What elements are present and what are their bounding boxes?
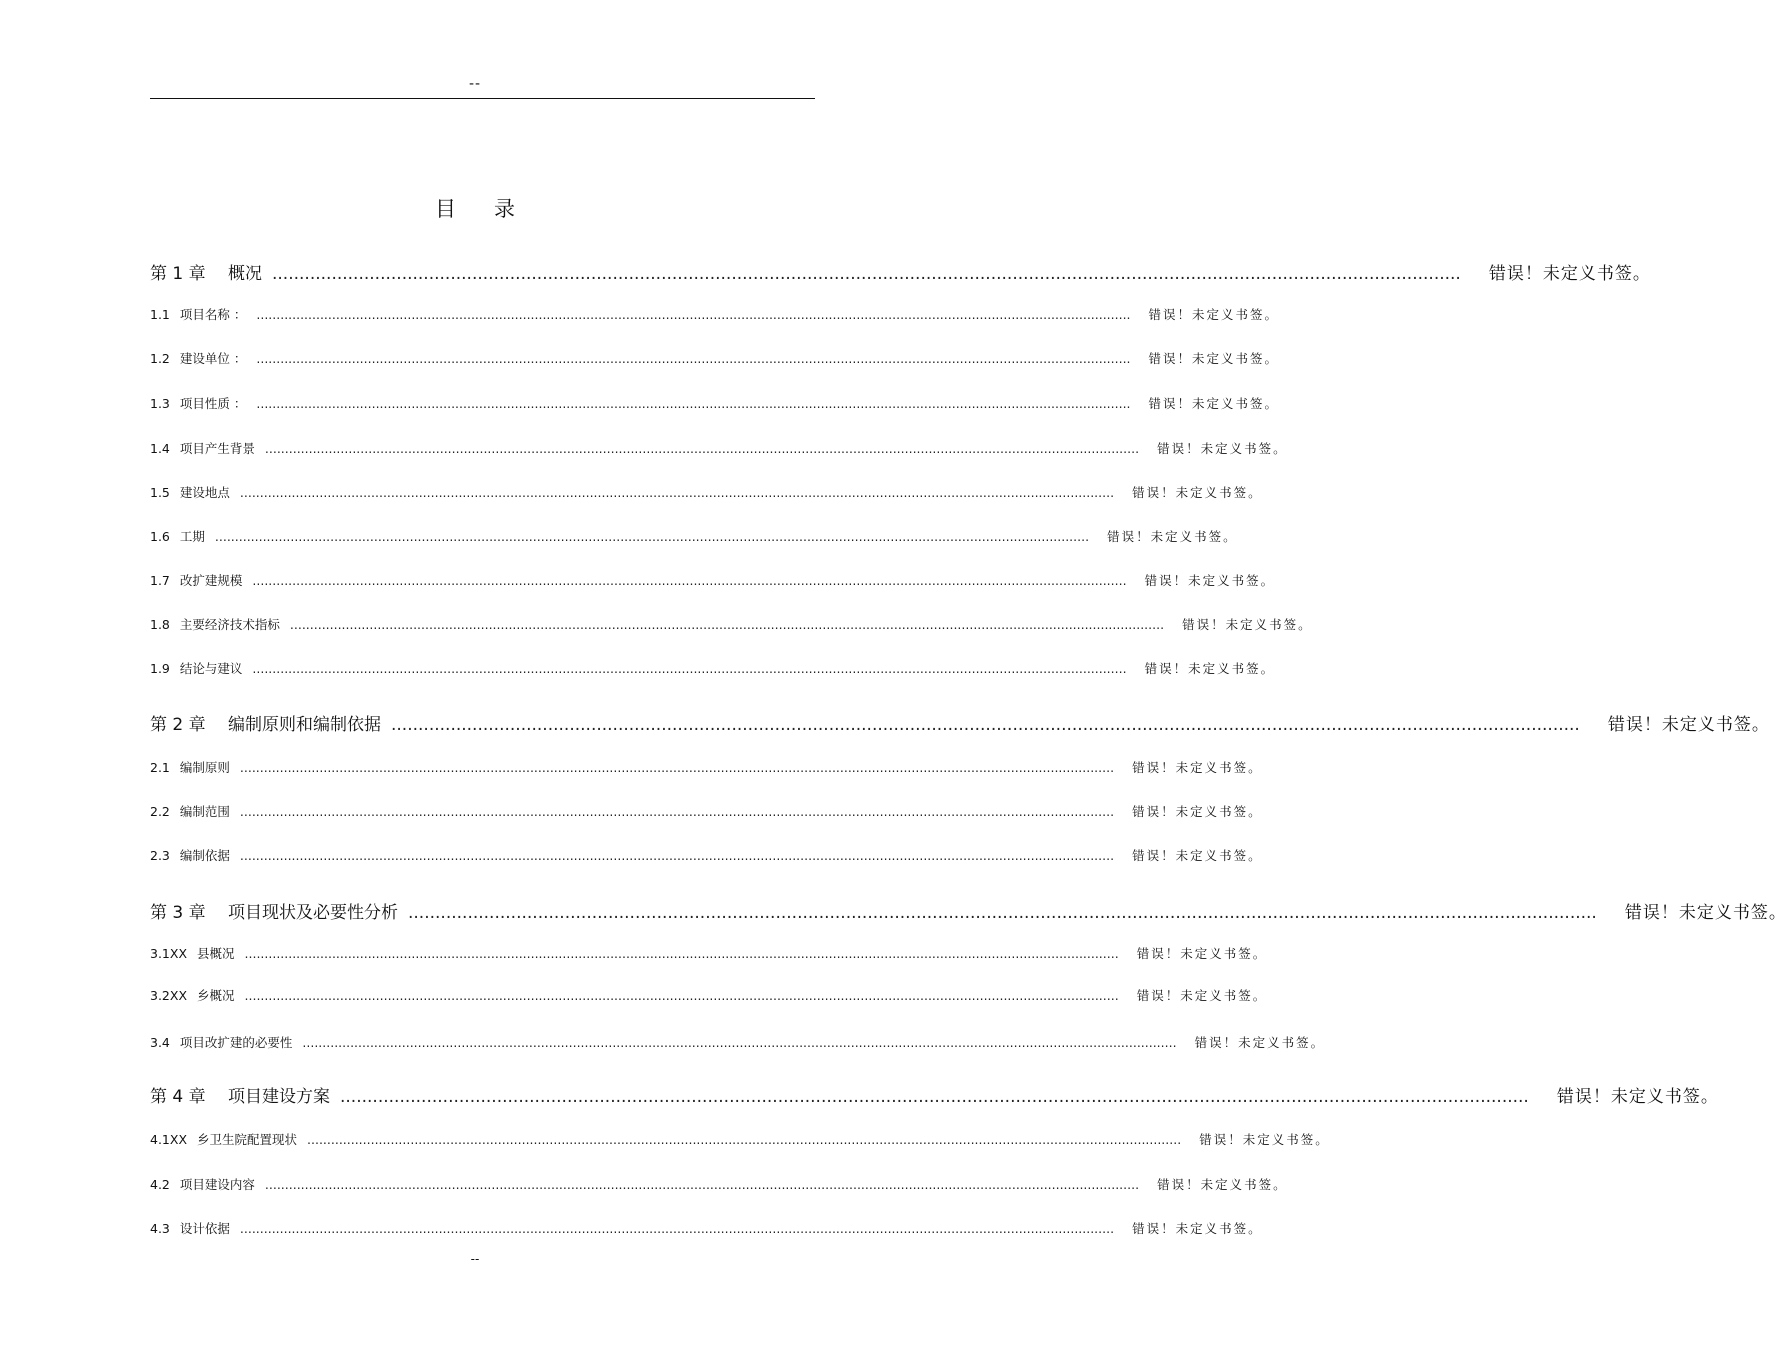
- toc-entry-number: 第 2 章: [150, 715, 206, 735]
- toc-entry-number: 1.3: [150, 396, 170, 411]
- toc-entry-label: 项目名称 ：: [179, 307, 247, 322]
- toc-entry-number: 1.9: [150, 661, 170, 676]
- toc-leader-dots: ............................................................................................................................................................................................................................: [256, 351, 1131, 366]
- toc-entry-label: 工期: [179, 529, 205, 544]
- toc-leader-dots: ............................................................................................................................................................................................................................: [239, 485, 1115, 500]
- toc-page-reference: 错误！未定义书签。: [1556, 1087, 1719, 1107]
- toc-page-reference: 错误！未定义书签。: [1148, 351, 1280, 366]
- toc-page-reference: 错误！未定义书签。: [1136, 946, 1268, 961]
- toc-entry-number: 第 1 章: [150, 264, 206, 284]
- toc-entry-number: 2.1: [150, 760, 170, 775]
- toc-entry-number: 1.2: [150, 351, 170, 366]
- toc-entry-label: 编制范围: [179, 804, 230, 819]
- toc-page-reference: 错误！未定义书签。: [1132, 1221, 1263, 1236]
- toc-entry-label: 建设地点: [179, 485, 230, 500]
- toc-entry-number: 第 3 章: [150, 903, 206, 923]
- toc-entry-number: 1.8: [150, 617, 170, 632]
- toc-entry-number: 3.2XX: [150, 988, 188, 1003]
- toc-page-reference: 错误！未定义书签。: [1148, 396, 1280, 411]
- toc-leader-dots: ............................................................................................................................................................................................................................: [307, 1132, 1182, 1147]
- toc-section-entry[interactable]: [150, 1130, 1330, 1148]
- toc-leader-dots: ............................................................................................................................................................................................................................: [244, 988, 1119, 1003]
- header-rule: [150, 98, 815, 99]
- toc-entry-label: 主要经济技术指标: [179, 617, 280, 632]
- toc-section-entry[interactable]: [150, 439, 1288, 457]
- toc-leader-dots: ............................................................................................................................................................................................................................: [264, 441, 1140, 456]
- toc-section-entry[interactable]: [150, 483, 1263, 501]
- toc-entry-label: 项目现状及必要性分析: [228, 903, 398, 923]
- page-header-mark: --: [468, 76, 482, 92]
- toc-section-entry[interactable]: [150, 527, 1238, 545]
- toc-entry-label: 项目建设内容: [179, 1177, 255, 1192]
- toc-entry-number: 3.4: [150, 1035, 170, 1050]
- toc-entry-label: 乡卫生院配置现状: [197, 1132, 298, 1147]
- toc-section-entry[interactable]: [150, 802, 1263, 820]
- toc-entry-label: 项目改扩建的必要性: [179, 1035, 293, 1050]
- toc-entry-label: 编制依据: [179, 848, 230, 863]
- toc-page-reference: 错误！未定义书签。: [1144, 661, 1276, 676]
- toc-entry-label: 乡概况: [197, 988, 235, 1003]
- toc-page-reference: 错误！未定义书签。: [1182, 617, 1313, 632]
- toc-leader-dots: ............................................................................................................................................................................................................................: [289, 617, 1165, 632]
- toc-entry-number: 1.5: [150, 485, 170, 500]
- toc-title: 目录: [435, 197, 553, 221]
- toc-entry-number: 第 4 章: [150, 1087, 206, 1107]
- toc-section-entry[interactable]: [150, 659, 1276, 677]
- toc-page-reference: 错误！未定义书签。: [1132, 760, 1263, 775]
- toc-leader-dots: ............................................................................................................................................................................................................................: [256, 396, 1131, 411]
- toc-leader-dots: ............................................................................................................................................................................................................................: [391, 715, 1580, 735]
- toc-leader-dots: ............................................................................................................................................................................................................................: [272, 264, 1461, 284]
- toc-chapter-entry[interactable]: [150, 259, 1651, 284]
- toc-entry-number: 4.2: [150, 1177, 170, 1192]
- toc-entry-number: 1.4: [150, 441, 170, 456]
- toc-page-reference: 错误！未定义书签。: [1132, 804, 1263, 819]
- toc-entry-label: 项目建设方案: [228, 1087, 330, 1107]
- toc-leader-dots: ............................................................................................................................................................................................................................: [214, 529, 1090, 544]
- toc-page-reference: 错误！未定义书签。: [1157, 441, 1288, 456]
- toc-leader-dots: ............................................................................................................................................................................................................................: [256, 307, 1131, 322]
- toc-entry-number: 1.1: [150, 307, 170, 322]
- toc-chapter-entry[interactable]: [150, 1082, 1719, 1107]
- toc-section-entry[interactable]: [150, 1175, 1288, 1193]
- toc-entry-label: 设计依据: [179, 1221, 230, 1236]
- toc-entry-number: 4.3: [150, 1221, 170, 1236]
- toc-leader-dots: ............................................................................................................................................................................................................................: [408, 903, 1597, 923]
- toc-section-entry[interactable]: [150, 305, 1280, 323]
- toc-leader-dots: ............................................................................................................................................................................................................................: [302, 1035, 1177, 1050]
- toc-section-entry[interactable]: [150, 758, 1263, 776]
- toc-leader-dots: ............................................................................................................................................................................................................................: [239, 760, 1115, 775]
- toc-entry-number: 2.2: [150, 804, 170, 819]
- toc-section-entry[interactable]: [150, 986, 1268, 1004]
- toc-page-reference: 错误！未定义书签。: [1624, 903, 1787, 923]
- toc-section-entry[interactable]: [150, 846, 1263, 864]
- toc-page-reference: 错误！未定义书签。: [1144, 573, 1276, 588]
- toc-section-entry[interactable]: [150, 1033, 1326, 1051]
- toc-entry-number: 1.6: [150, 529, 170, 544]
- toc-section-entry[interactable]: [150, 615, 1313, 633]
- toc-page-reference: 错误！未定义书签。: [1107, 529, 1238, 544]
- toc-chapter-entry[interactable]: [150, 710, 1770, 735]
- toc-page-reference: 错误！未定义书签。: [1488, 264, 1651, 284]
- page-footer-mark: --: [470, 1252, 480, 1266]
- toc-leader-dots: ............................................................................................................................................................................................................................: [239, 1221, 1115, 1236]
- toc-page-reference: 错误！未定义书签。: [1132, 485, 1263, 500]
- toc-section-entry[interactable]: [150, 571, 1276, 589]
- toc-entry-label: 项目产生背景: [179, 441, 255, 456]
- toc-entry-label: 概况: [228, 264, 262, 284]
- toc-leader-dots: ............................................................................................................................................................................................................................: [244, 946, 1119, 961]
- toc-entry-number: 4.1XX: [150, 1132, 188, 1147]
- toc-leader-dots: ............................................................................................................................................................................................................................: [340, 1087, 1529, 1107]
- toc-section-entry[interactable]: [150, 349, 1280, 367]
- toc-entry-label: 改扩建规模: [179, 573, 243, 588]
- toc-page-reference: 错误！未定义书签。: [1194, 1035, 1326, 1050]
- toc-page-reference: 错误！未定义书签。: [1157, 1177, 1288, 1192]
- toc-page-reference: 错误！未定义书签。: [1132, 848, 1263, 863]
- toc-leader-dots: ............................................................................................................................................................................................................................: [252, 573, 1127, 588]
- toc-leader-dots: ............................................................................................................................................................................................................................: [264, 1177, 1140, 1192]
- toc-entry-label: 县概况: [197, 946, 235, 961]
- toc-entry-label: 建设单位 ：: [179, 351, 247, 366]
- toc-page-reference: 错误！未定义书签。: [1136, 988, 1268, 1003]
- toc-section-entry[interactable]: [150, 1219, 1263, 1237]
- toc-entry-number: 1.7: [150, 573, 170, 588]
- toc-entry-label: 结论与建议: [179, 661, 243, 676]
- toc-page-reference: 错误！未定义书签。: [1199, 1132, 1330, 1147]
- toc-entry-number: 2.3: [150, 848, 170, 863]
- toc-entry-label: 项目性质 ：: [179, 396, 247, 411]
- toc-entry-number: 3.1XX: [150, 946, 188, 961]
- toc-leader-dots: ............................................................................................................................................................................................................................: [239, 848, 1115, 863]
- toc-leader-dots: ............................................................................................................................................................................................................................: [252, 661, 1127, 676]
- toc-page-reference: 错误！未定义书签。: [1148, 307, 1280, 322]
- toc-entry-label: 编制原则和编制依据: [228, 715, 381, 735]
- toc-section-entry[interactable]: [150, 394, 1280, 412]
- toc-page-reference: 错误！未定义书签。: [1607, 715, 1770, 735]
- toc-leader-dots: ............................................................................................................................................................................................................................: [239, 804, 1115, 819]
- toc-section-entry[interactable]: [150, 944, 1268, 962]
- toc-entry-label: 编制原则: [179, 760, 230, 775]
- toc-chapter-entry[interactable]: [150, 898, 1787, 923]
